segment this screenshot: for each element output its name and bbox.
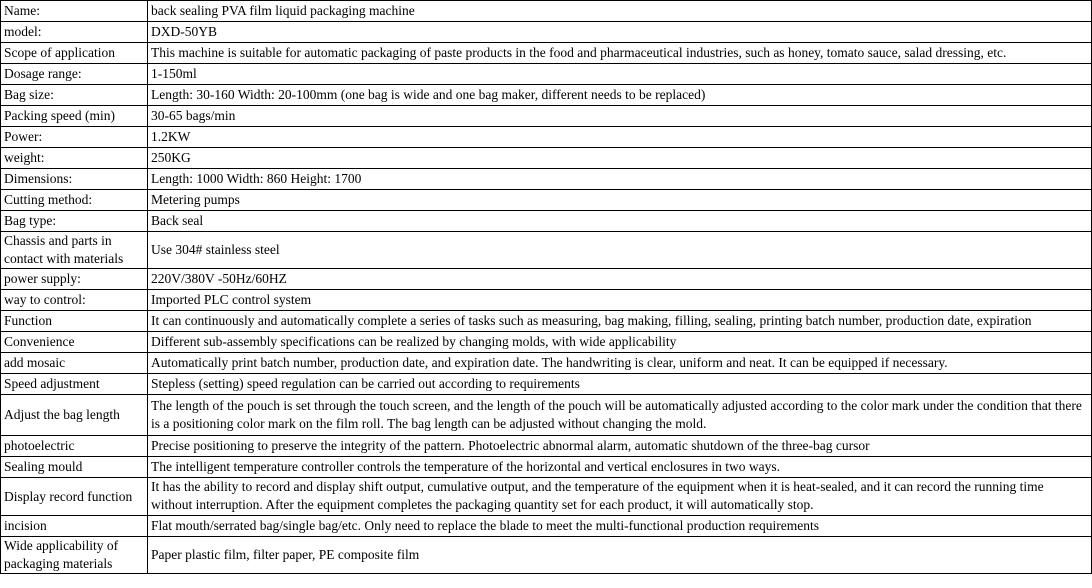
table-row (1, 269, 1092, 290)
row-value-cell (148, 478, 1092, 516)
table-row (1, 374, 1092, 395)
table-row (1, 395, 1092, 436)
row-label: Bag size: (1, 85, 148, 106)
table-row (1, 516, 1092, 537)
table-row (1, 85, 1092, 106)
row-value: This machine is suitable for automatic packaging of paste products in the food and pharmaceutical industries, such as honey, tomato sauce, salad dressing, etc. (148, 43, 1092, 64)
row-value: 250KG (148, 148, 1092, 169)
row-value: Length: 1000 Width: 860 Height: 1700 (148, 169, 1092, 190)
row-value: 1-150ml (148, 64, 1092, 85)
row-label: Chassis and parts in contact with materials (1, 232, 148, 269)
table-row (1, 22, 1092, 43)
row-value: Precise positioning to preserve the integrity of the pattern. Photoelectric abnormal alarm, automatic shutdown of the three-bag cursor (148, 436, 1092, 457)
row-label: model: (1, 22, 148, 43)
table-row (1, 478, 1092, 516)
table-row (1, 457, 1092, 478)
row-label: Speed adjustment (1, 374, 148, 395)
row-value: back sealing PVA film liquid packaging machine (148, 1, 1092, 22)
row-label: Convenience (1, 332, 148, 353)
table-row (1, 311, 1092, 332)
table-row (1, 537, 1092, 574)
row-label: Dosage range: (1, 64, 148, 85)
table-row (1, 1, 1092, 22)
row-label: weight: (1, 148, 148, 169)
row-label: Sealing mould (1, 457, 148, 478)
table-row (1, 232, 1092, 269)
row-value: Imported PLC control system (148, 290, 1092, 311)
row-value: Use 304# stainless steel (148, 232, 1092, 269)
row-value: Different sub-assembly specifications can be realized by changing molds, with wide applicability (148, 332, 1092, 353)
row-value: Paper plastic film, filter paper, PE composite film (148, 537, 1092, 574)
row-value: DXD-50YB (148, 22, 1092, 43)
table-row (1, 436, 1092, 457)
row-value: It has the ability to record and display shift output, cumulative output, and the temperature of the equipment when it is heat-sealed, and it can record the running time without interruption. After the equipment completes the packaging quantity set for each product, it will automatically stop. (151, 479, 1044, 512)
table-row (1, 64, 1092, 85)
row-value: Length: 30-160 Width: 20-100mm (one bag is wide and one bag maker, different needs to be replaced) (148, 85, 1092, 106)
row-label: Power: (1, 127, 148, 148)
row-label: Wide applicability of packaging materials (1, 537, 148, 574)
row-value: The length of the pouch is set through the touch screen, and the length of the pouch will be automatically adjusted according to the color mark under the condition that there is a positioning color mark on the film roll. The bag length can be adjusted without changing the mold. (148, 395, 1092, 436)
row-label: Dimensions: (1, 169, 148, 190)
table-row (1, 211, 1092, 232)
row-label: add mosaic (1, 353, 148, 374)
row-label: power supply: (1, 269, 148, 290)
row-label: Scope of application (1, 43, 148, 64)
row-label: Function (1, 311, 148, 332)
table-row (1, 169, 1092, 190)
row-value: 1.2KW (148, 127, 1092, 148)
row-label: photoelectric (1, 436, 148, 457)
row-label: Display record function (1, 478, 148, 516)
row-label: Adjust the bag length (1, 395, 148, 436)
row-label: Name: (1, 1, 148, 22)
row-label: Cutting method: (1, 190, 148, 211)
table-row (1, 106, 1092, 127)
row-value: Flat mouth/serrated bag/single bag/etc. Only need to replace the blade to meet the multi-functional production requirements (148, 516, 1092, 537)
row-value: The intelligent temperature controller controls the temperature of the horizontal and vertical enclosures in two ways. (148, 457, 1092, 478)
row-value: Metering pumps (148, 190, 1092, 211)
table-row (1, 148, 1092, 169)
table-row (1, 190, 1092, 211)
row-value: 30-65 bags/min (148, 106, 1092, 127)
table-row (1, 127, 1092, 148)
row-label: incision (1, 516, 148, 537)
row-value: It can continuously and automatically complete a series of tasks such as measuring, bag making, filling, sealing, printing batch number, production date, expiration (148, 311, 1092, 332)
row-label: Bag type: (1, 211, 148, 232)
row-value: 220V/380V -50Hz/60HZ (148, 269, 1092, 290)
table-row (1, 332, 1092, 353)
row-value: Automatically print batch number, production date, and expiration date. The handwriting is clear, uniform and neat. It can be equipped if necessary. (148, 353, 1092, 374)
row-label: way to control: (1, 290, 148, 311)
row-value: Back seal (148, 211, 1092, 232)
table-row (1, 353, 1092, 374)
table-row (1, 290, 1092, 311)
table-row (1, 43, 1092, 64)
row-value: Stepless (setting) speed regulation can be carried out according to requirements (148, 374, 1092, 395)
row-label: Packing speed (min) (1, 106, 148, 127)
